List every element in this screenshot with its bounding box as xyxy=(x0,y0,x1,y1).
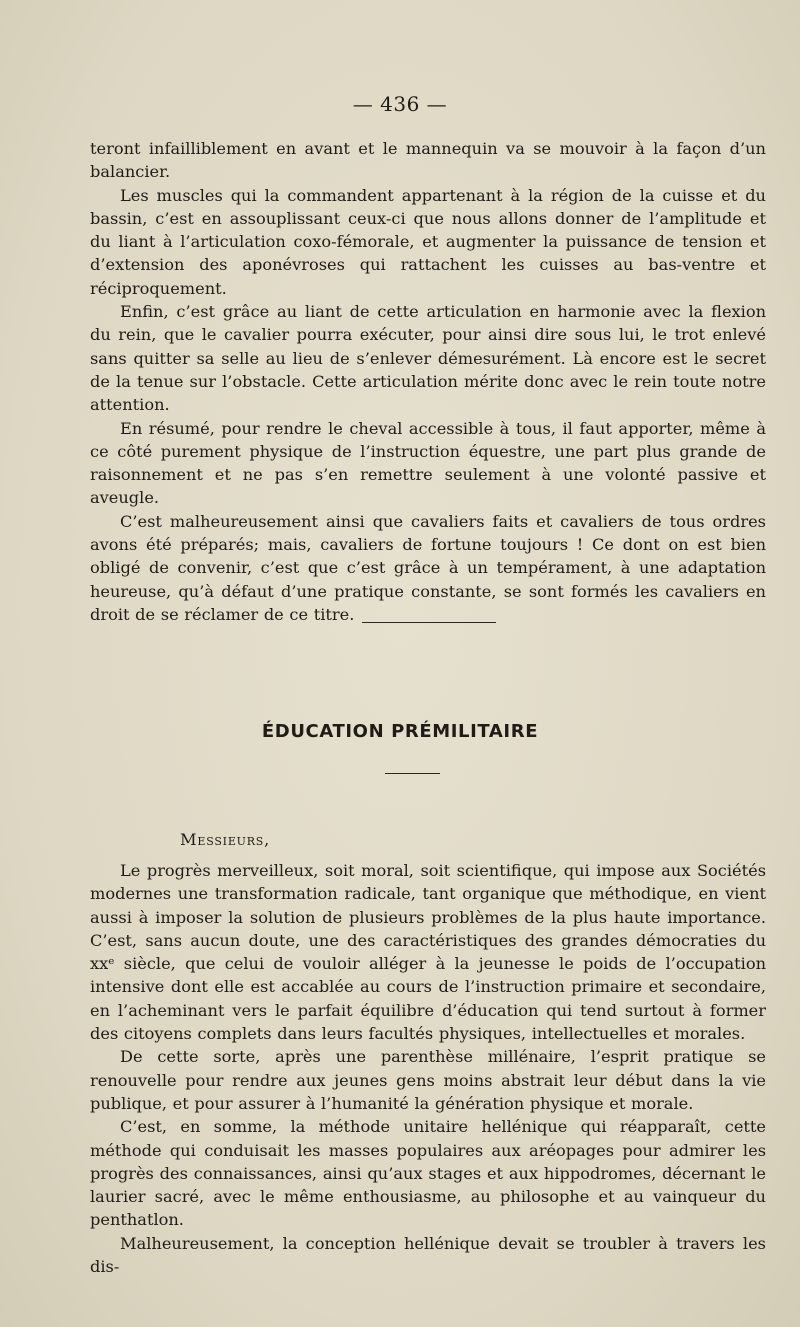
paragraph: teront infailliblement en avant et le mannequin va se mouvoir à la façon d’un balancier. xyxy=(90,139,766,182)
salutation: Messieurs, xyxy=(180,830,271,849)
paragraph: Malheureusement, la conception hellénique devait se troubler à travers les dis- xyxy=(90,1233,766,1277)
paragraph: C’est malheureusement ainsi que cavaliers faits et cavaliers de tous ordres avons été préparés; mais, cavaliers de fortune toujours ! Ce dont on est bien obligé de convenir, c’est que c’est grâce à un tempérament, à une adaptation heureuse, qu’à défaut d’une pratique constante, se sont formés les cavaliers en droit de se réclamer de ce titre. xyxy=(90,511,766,624)
section-heading: ÉDUCATION PRÉMILITAIRE xyxy=(261,721,539,742)
heading-underline xyxy=(385,773,440,774)
paragraph: Les muscles qui la commandent appartenant à la région de la cuisse et du bassin, c’est en assouplissant ceux-ci que nous allons donner de l’amplitude et du liant à l’articulation coxo-fémorale, et augmenter la puissance de tension et d’extension des aponévroses qui rattachent les cuisses au bas-ventre et réciproquement. xyxy=(90,185,766,298)
page-number: — 436 — xyxy=(352,92,448,116)
paragraph: Le progrès merveilleux, soit moral, soit scientifique, qui impose aux Sociétés modernes une transformation radicale, tant organique que méthodique, en vient aussi à imposer la solution de plusieurs problèmes de la plus haute importance. C’est, sans aucun doute, une des caractéristiques des grandes démocraties du xxᵉ siècle, que celui de vouloir alléger à la jeunesse le poids de l’occupation intensive dont elle est accablée au cours de l’instruction primaire et secondaire, en l’acheminant vers le parfait équilibre d’éducation qui tend surtout à former des citoyens complets dans leurs facultés physiques, intellectuelles et morales. xyxy=(90,861,766,1044)
paragraph: De cette sorte, après une parenthèse millénaire, l’esprit pratique se renouvelle pour rendre aux jeunes gens moins abstrait leur début dans la vie publique, et pour assurer à l’humanité la génération physique et morale. xyxy=(90,1047,766,1113)
paragraph: C’est, en somme, la méthode unitaire hellénique qui réapparaît, cette méthode qui conduisait les masses populaires aux aréopages pour admirer les progrès des connaissances, ainsi qu’aux stages et aux hippodromes, décernant le laurier sacré, avec le même enthousiasme, au philosophe et au vainqueur du penthatlon. xyxy=(90,1117,766,1230)
section-divider xyxy=(362,622,496,623)
bottom-text-block xyxy=(90,859,766,1278)
paragraph: Enfin, c’est grâce au liant de cette articulation en harmonie avec la flexion du rein, que le cavalier pourra exécuter, pour ainsi dire sous lui, le trot enlevé sans quitter sa selle au lieu de s’enlever démesurément. Là encore est le secret de la tenue sur l’obstacle. Cette articulation mérite donc avec le rein toute notre attention. xyxy=(90,302,766,415)
top-text-block xyxy=(90,137,766,626)
paragraph: En résumé, pour rendre le cheval accessible à tous, il faut apporter, même à ce côté purement physique de l’instruction équestre, une part plus grande de raisonnement et ne pas s’en remettre seulement à une volonté passive et aveugle. xyxy=(90,418,766,508)
